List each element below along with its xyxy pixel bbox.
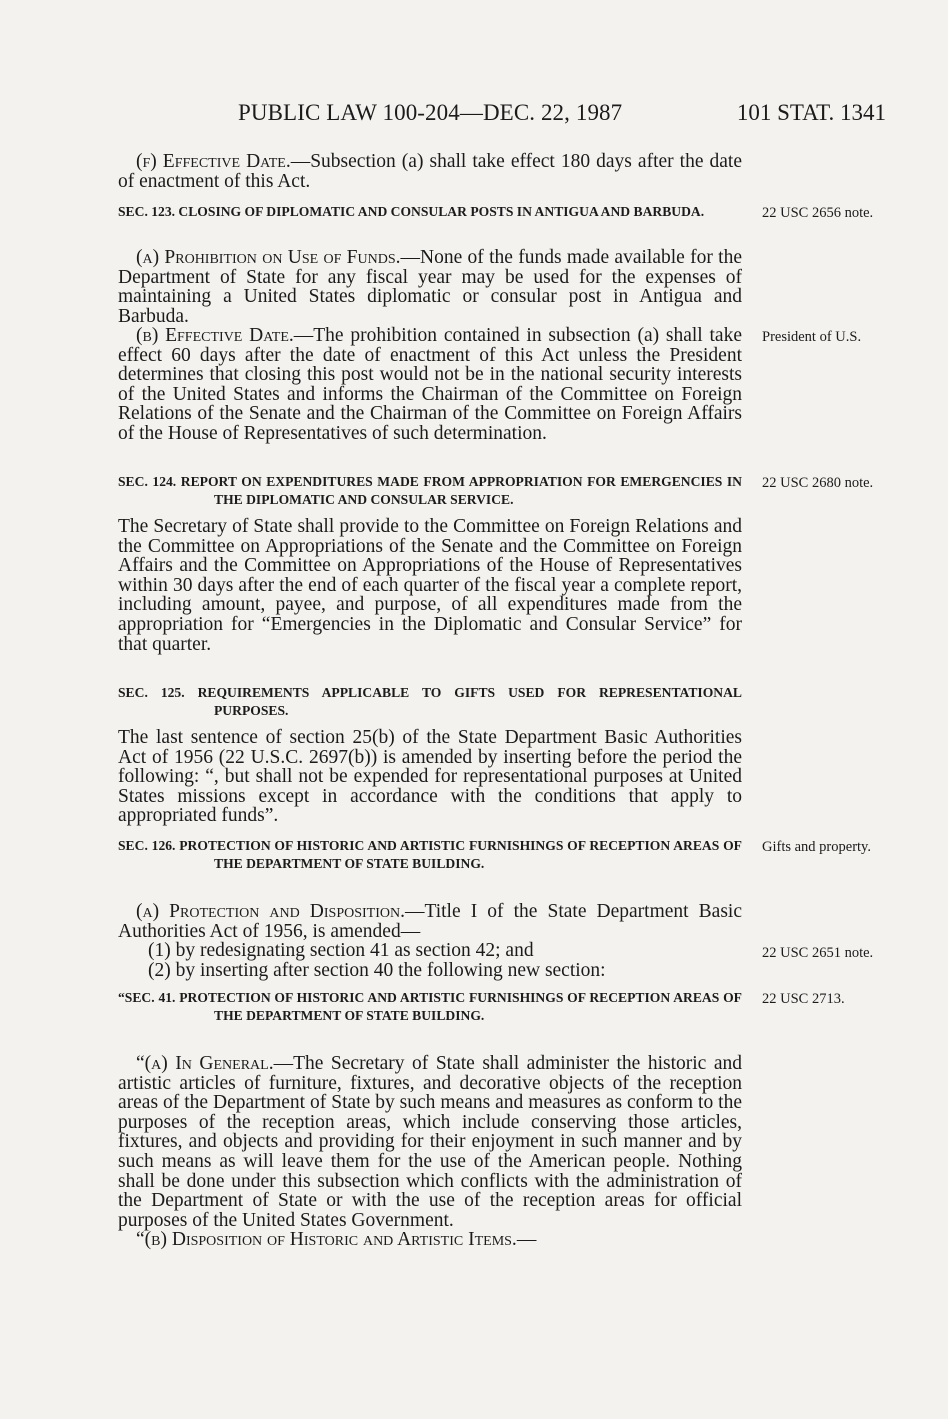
section-heading: SEC. 125. REQUIREMENTS APPLICABLE TO GIFTS USED FOR REPRESENTATIONAL PURPOSES. [118,685,742,718]
section-heading: SEC. 124. REPORT ON EXPENDITURES MADE FROM APPROPRIATION FOR EMERGENCIES IN THE DIPLOMATIC AND CONSULAR SERVICE. [118,474,742,507]
paragraph-text: The Secretary of State shall provide to the Committee on Foreign Relations and the Committee on Appropriations of the Senate and the Committee on Foreign Affairs and the Committee on Appropriations of the House of Representatives within 30 days after the end of each quarter of the fiscal year a complete report, including amount, payee, and purpose, of all expenditures made from the appropriation for “Emergencies in the Diplomatic and Consular Service” for that quarter. [118,516,742,655]
section-126-heading [118,837,742,872]
section-123-b [118,326,742,444]
section-heading: SEC. 123. CLOSING OF DIPLOMATIC AND CONSULAR POSTS IN ANTIGUA AND BARBUDA. [118,204,705,219]
section-heading: SEC. 126. PROTECTION OF HISTORIC AND ARTISTIC FURNISHINGS OF RECEPTION AREAS OF THE DEPARTMENT OF STATE BUILDING. [118,838,742,871]
subsection-label: (a) Protection and Disposition. [136,901,405,922]
paragraph-text: —None of the funds made available for the Department of State for any fiscal year may be used for the expenses of maintaining a United States diplomatic or consular post in Antigua and Barbuda. [118,247,742,327]
paragraph-text: —The prohibition contained in subsection (a) shall take effect 60 days after the date of enactment of this Act unless the President determines that closing this post would not be in the national security interests of the United States and informs the Chairman of the Committee on Foreign Relations of the Senate and the Chairman of the Committee on Foreign Affairs of the House of Representatives of such determination. [118,325,742,444]
margin-note: Gifts and property. [762,839,871,855]
section-125-body [118,728,742,826]
margin-note: 22 USC 2656 note. [762,205,874,221]
subsection-label: (b) Effective Date. [136,325,294,346]
list-item: (1) by redesignating section 41 as section 42; and [148,940,534,962]
section-123-heading [118,203,742,221]
section-heading: “SEC. 41. PROTECTION OF HISTORIC AND ARTISTIC FURNISHINGS OF RECEPTION AREAS OF THE DEPARTMENT OF STATE BUILDING. [118,990,742,1023]
subsection-label: (f) Effective Date. [136,151,291,172]
section-124-body [118,517,742,654]
subsection-label: “(b) Disposition of Historic and Artistic Items. [136,1229,517,1251]
paragraph-f-effective-date [118,152,742,191]
paragraph-text: — [516,1229,537,1251]
section-124-heading [118,473,742,508]
header-stat-citation: 101 STAT. 1341 [736,100,886,125]
section-125-heading [118,684,742,719]
section-41-a [118,1054,742,1250]
paragraph-text: The last sentence of section 25(b) of the State Department Basic Authorities Act of 1956 (22 U.S.C. 2697(b)) is amended by inserting before the period the following: “, but shall not be expended for representational purposes at United States missions except in accordance with the conditions that apply to appropriated funds”. [118,727,742,827]
subsection-label: “(a) In General. [136,1053,274,1074]
section-123-a [118,248,742,326]
margin-note: President of U.S. [762,329,862,345]
paragraph-text: —Subsection (a) shall take effect 180 days after the date of enactment of this Act. [118,151,742,192]
paragraph-text: —Title I of the State Department Basic Authorities Act of 1956, is amended— [118,901,742,942]
paragraph-text: —The Secretary of State shall administer the historic and artistic articles of furniture, fixtures, and decorative objects of the reception areas of the Department of State by such means and measures as conform to the purposes of the reception areas, which include conserving those articles, fixtures, and objects and providing for their enjoyment in such manner and by such means as will leave them for the use of the American people. Nothing shall be done under this subsection which conflicts with the administration of the Department of State or with the use of the reception areas for official purposes of the United States Government. [118,1053,743,1231]
subsection-label: (a) Prohibition on Use of Funds. [136,247,401,268]
margin-note: 22 USC 2713. [762,991,845,1007]
section-126-a [118,902,742,980]
margin-note: 22 USC 2680 note. [762,475,874,491]
margin-note: 22 USC 2651 note. [762,945,874,961]
list-item: (2) by inserting after section 40 the following new section: [148,959,606,981]
header-title: PUBLIC LAW 100-204—DEC. 22, 1987 [238,100,623,125]
page-header [118,100,886,130]
section-41-heading [118,989,742,1024]
